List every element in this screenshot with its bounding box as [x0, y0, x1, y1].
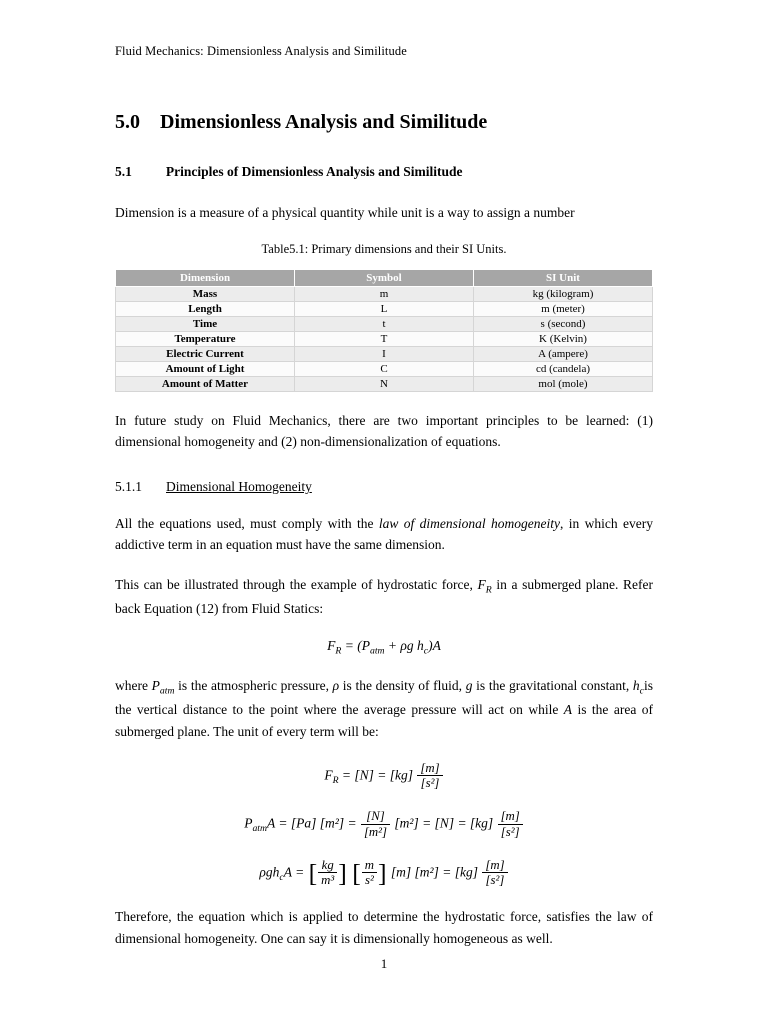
table-row: [116, 361, 653, 376]
paragraph-homogeneity: All the equations used, must comply with the law of dimensional homogeneity, in which every addictive term in an equation must have the same dimension.: [115, 515, 653, 553]
subsubsection-title: Dimensional Homogeneity: [166, 478, 312, 494]
table-cell: N: [295, 376, 474, 391]
primary-dimensions-table: [115, 269, 653, 392]
table-cell: Amount of Light: [116, 361, 295, 376]
subsection-heading: [115, 164, 653, 180]
table-cell: kg (kilogram): [474, 286, 653, 301]
table-cell: s (second): [474, 316, 653, 331]
table-header-cell: Symbol: [295, 269, 474, 286]
fraction: $\frac{m}{\text{s²}}$: [362, 858, 377, 889]
section-number: 5.0: [115, 111, 140, 133]
fraction: $\frac{kg}{\text{m³}}$: [318, 858, 337, 889]
subsection-title: Principles of Dimensionless Analysis and Similitude: [165, 164, 463, 179]
paragraph-conclusion: Therefore, the equation which is applied to determine the hydrostatic force, satisfies the law of dimensional homogeneity. One can say it is dimensionally homogeneous as well.: [115, 909, 653, 946]
section-title: Dimensionless Analysis and Similitude: [160, 111, 488, 133]
equation-rho-term-units: ρgh$_c$A = [ $\frac{kg}{\text{m³}}$ ] [ $\frac{m}{\text{s²}}$ ] [m] [m²] = [kg] $\frac{[m]}{\text{[s²]}}$: [115, 858, 653, 889]
subsubsection-heading: [115, 479, 653, 495]
section-heading: [115, 111, 653, 134]
table-cell: cd (candela): [474, 361, 653, 376]
fraction: $\frac{[m]}{\text{[s²]}}$: [482, 858, 507, 889]
subsubsection-number: 5.1.1: [115, 478, 142, 494]
bracketed-fraction: [ $\frac{m}{\text{s²}}$ ]: [352, 857, 387, 888]
table-caption: Table5.1: Primary dimensions and their SI Units.: [261, 241, 507, 256]
equation-pressure-term-units: $P_{atm}A = [Pa] [m^2]$ = $\frac{[N]}{\text{[m²]}}$ [m²] = [N] = [kg] $\frac{[m]}{\text{[s²]}}$: [115, 809, 653, 840]
paragraph-where: where $P_{atm}$ is the atmospheric pressure, ρ is the density of fluid, g is the gravitational constant, $h_cis$ the vertical distance to the point where the average pressure will act on while A is the area of submerged plane. The unit of every term will be:: [115, 678, 653, 739]
table-cell: A (ampere): [474, 346, 653, 361]
running-header: Fluid Mechanics: Dimensionless Analysis and Similitude: [115, 44, 407, 58]
bracketed-fraction: [ $\frac{kg}{\text{m³}}$ ]: [308, 857, 347, 888]
table-row: [116, 331, 653, 346]
equation-force-units: $F_R = [N] = [kg]$ $\frac{[m]}{\text{[s²]}}$: [115, 761, 653, 792]
table-cell: Electric Current: [116, 346, 295, 361]
table-row: [116, 346, 653, 361]
table-cell: Time: [116, 316, 295, 331]
equation-hydrostatic-force: $F_R = (P_{atm} + \rho g$ $h_c)A$: [327, 637, 441, 657]
table-cell: m (meter): [474, 301, 653, 316]
page-number: 1: [380, 956, 388, 971]
table-cell: L: [295, 301, 474, 316]
paragraph-illustrated: This can be illustrated through the example of hydrostatic force, $F_R$ in a submerged plane. Refer back Equation (12) from Fluid Statics:: [115, 576, 653, 617]
table-cell: Amount of Matter: [116, 376, 295, 391]
table-row: [116, 316, 653, 331]
table-cell: m: [295, 286, 474, 301]
table-row: [116, 376, 653, 391]
table-header-cell: Dimension: [116, 269, 295, 286]
table-header-cell: SI Unit: [474, 269, 653, 286]
paragraph-intro: Dimension is a measure of a physical quantity while unit is a way to assign a number: [115, 205, 575, 220]
paragraph-future-study: In future study on Fluid Mechanics, there are two important principles to be learned: (1) dimensional homogeneity and (2) non-dimensionalization of equations.: [115, 412, 653, 450]
table-cell: T: [295, 331, 474, 346]
table-cell: Length: [116, 301, 295, 316]
table-cell: I: [295, 346, 474, 361]
table-cell: K (Kelvin): [474, 331, 653, 346]
table-row: [116, 301, 653, 316]
fraction: $\frac{[m]}{\text{[s²]}}$: [417, 761, 442, 792]
table-cell: Mass: [116, 286, 295, 301]
table-header-row: [116, 269, 653, 286]
table-cell: C: [295, 361, 474, 376]
subsection-number: 5.1: [115, 164, 132, 179]
table-row: [116, 286, 653, 301]
table-cell: t: [295, 316, 474, 331]
fraction: $\frac{[m]}{\text{[s²]}}$: [498, 809, 523, 840]
fraction: $\frac{[N]}{\text{[m²]}}$: [361, 809, 390, 840]
table-cell: Temperature: [116, 331, 295, 346]
table-cell: mol (mole): [474, 376, 653, 391]
